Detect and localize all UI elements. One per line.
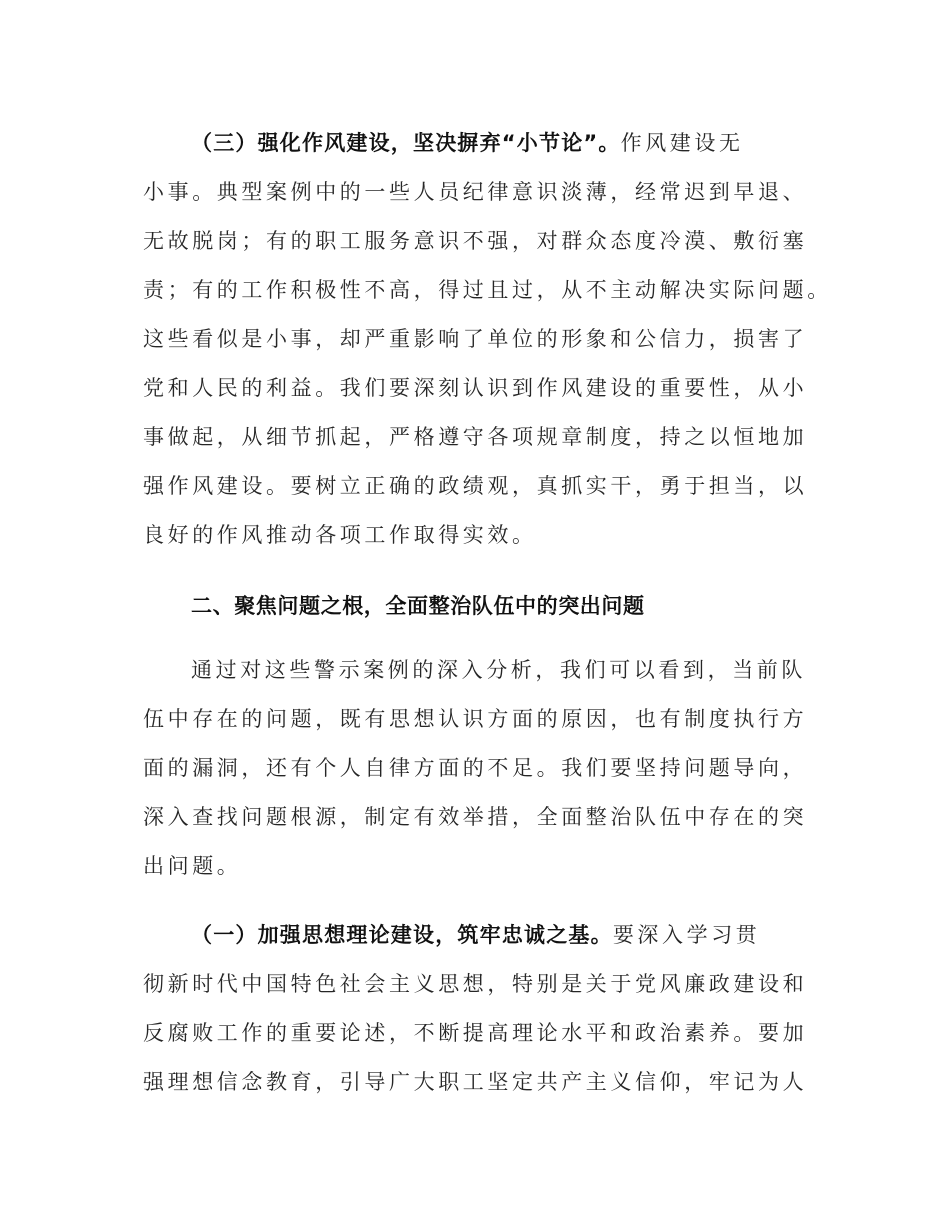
intro-line-2: 面的漏洞，还有个人自律方面的不足。我们要坚持问题导向， (143, 756, 808, 780)
section-3-line-8: 良好的作风推动各项工作取得实效。 (143, 523, 537, 547)
intro-line-4: 出问题。 (143, 854, 242, 878)
section-heading-2: 二、聚焦问题之根，全面整治队伍中的突出问题 (191, 594, 645, 618)
section-1-line-1: 彻新时代中国特色社会主义思想，特别是关于党风廉政建设和 (143, 972, 808, 996)
section-1-line-0: 要深入学习贯 (612, 923, 761, 947)
section-3-line-0: 作风建设无 (620, 131, 744, 155)
section-3-first-line (191, 128, 744, 158)
section-3-line-5: 党和人民的利益。我们要深刻认识到作风建设的重要性，从小 (143, 376, 808, 400)
section-1-line-2: 反腐败工作的重要论述，不断提高理论水平和政治素养。要加 (143, 1021, 808, 1045)
intro-line-3: 深入查找问题根源，制定有效举措，全面整治队伍中存在的突 (143, 805, 808, 829)
section-1-title: （一）加强思想理论建设，筑牢忠诚之基。 (191, 923, 613, 947)
section-3-line-6: 事做起，从细节抓起，严格遵守各项规章制度，持之以恒地加 (143, 425, 808, 449)
intro-line-0: 通过对这些警示案例的深入分析，我们可以看到，当前队 (191, 658, 806, 682)
section-3-line-2: 无故脱岗；有的职工服务意识不强，对群众态度冷漠、敷衍塞 (143, 229, 808, 253)
section-3-line-3: 责；有的工作积极性不高，得过且过，从不主动解决实际问题。 (143, 278, 832, 302)
section-3-line-1: 小事。典型案例中的一些人员纪律意识淡薄，经常迟到早退、 (143, 180, 808, 204)
section-3-title: （三）强化作风建设，坚决摒弃“小节论”。 (191, 131, 621, 155)
section-3-line-4: 这些看似是小事，却严重影响了单位的形象和公信力，损害了 (143, 327, 808, 351)
section-3-line-7: 强作风建设。要树立正确的政绩观，真抓实干，勇于担当，以 (143, 474, 808, 498)
intro-line-1: 伍中存在的问题，既有思想认识方面的原因，也有制度执行方 (143, 707, 808, 731)
section-1-line-3: 强理想信念教育，引导广大职工坚定共产主义信仰，牢记为人 (143, 1070, 808, 1094)
section-1-first-line (191, 920, 760, 950)
